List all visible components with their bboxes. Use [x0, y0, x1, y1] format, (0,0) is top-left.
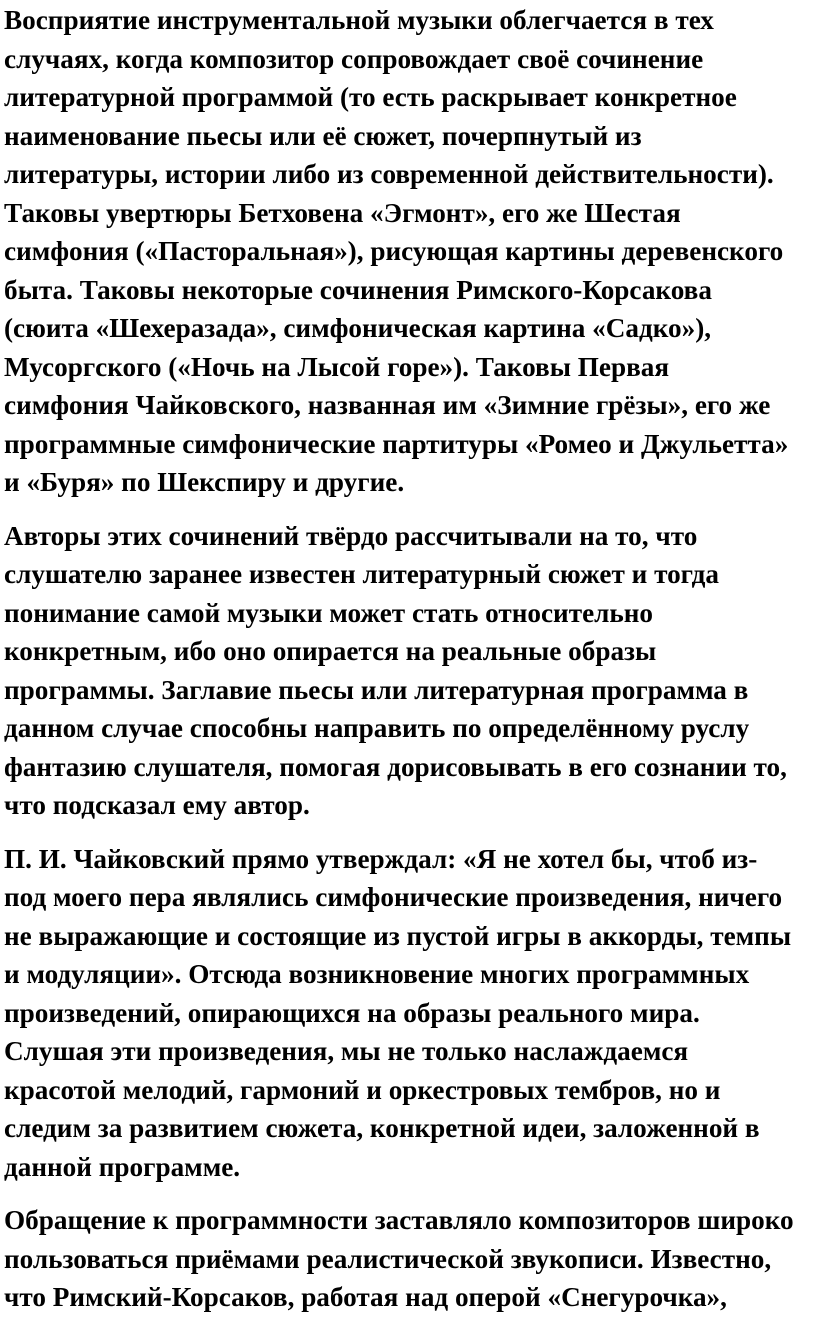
text-line: программные симфонические партитуры «Ромео и Джульетта»	[4, 428, 789, 459]
text-line: не выражающие и состоящие из пустой игры в аккорды, темпы	[4, 920, 792, 951]
paragraph-2	[4, 517, 816, 825]
text-line: следим за развитием сюжета, конкретной идеи, заложенной в	[4, 1113, 760, 1143]
text-line: программы. Заглавие пьесы или литературная программа в	[4, 674, 749, 705]
text-line: Обращение к программности заставляло композиторов широко	[4, 1205, 794, 1235]
text-line: понимание самой музыки может стать относительно	[4, 597, 654, 628]
paragraph-3	[4, 840, 816, 1187]
paragraph-1	[4, 1, 816, 502]
text-line: Мусоргского («Ночь на Лысой горе»). Таковы Первая	[4, 351, 670, 382]
text-line: произведений, опирающихся на образы реального мира.	[4, 997, 700, 1028]
text-line: фантазию слушателя, помогая дорисовывать в его сознании то,	[4, 751, 787, 782]
text-line: симфония Чайковского, названная им «Зимние грёзы», его же	[4, 390, 771, 420]
text-line: данном случае способны направить по определённому руслу	[4, 713, 750, 743]
text-line: быта. Таковы некоторые сочинения Римского-Корсакова	[4, 274, 712, 305]
text-line: (сюита «Шехеразада», симфоническая картина «Садко»),	[4, 313, 712, 343]
text-line: что Римский-Корсаков, работая над оперой «Снегурочка»,	[4, 1282, 727, 1312]
text-line: данной программе.	[4, 1151, 241, 1182]
text-line: Таковы увертюры Бетховена «Эгмонт», его же Шестая	[4, 197, 681, 228]
text-line: под моего пера являлись симфонические произведения, ничего	[4, 882, 783, 912]
text-line: слушателю заранее известен литературный сюжет и тогда	[4, 559, 719, 589]
text-line: конкретным, ибо оно опирается на реальные образы	[4, 636, 657, 666]
text-line: Авторы этих сочинений твёрдо рассчитывали на то, что	[4, 520, 698, 551]
text-line: случаях, когда композитор сопровождает своё сочинение	[4, 43, 704, 74]
text-line: и модуляции». Отсюда возникновение многих программных	[4, 959, 750, 989]
text-line: что подсказал ему автор.	[4, 790, 310, 820]
text-line: литературы, истории либо из современной действительности).	[4, 159, 774, 189]
text-line: наименование пьесы или её сюжет, почерпнутый из	[4, 120, 642, 151]
text-line: Восприятие инструментальной музыки облегчается в тех	[4, 5, 714, 35]
text-line: Слушая эти произведения, мы не только наслаждаемся	[4, 1036, 689, 1066]
text-line: литературной программой (то есть раскрывает конкретное	[4, 82, 737, 112]
text-line: и «Буря» по Шекспиру и другие.	[4, 467, 405, 497]
text-line: симфония («Пасторальная»), рисующая картины деревенского	[4, 236, 784, 266]
text-line: П. И. Чайковский прямо утверждал: «Я не хотел бы, чтоб из-	[4, 843, 758, 874]
text-line: красотой мелодий, гармоний и оркестровых тембров, но и	[4, 1074, 721, 1105]
paragraph-4	[4, 1201, 816, 1317]
text-line: пользоваться приёмами реалистической звукописи. Известно,	[4, 1243, 772, 1274]
